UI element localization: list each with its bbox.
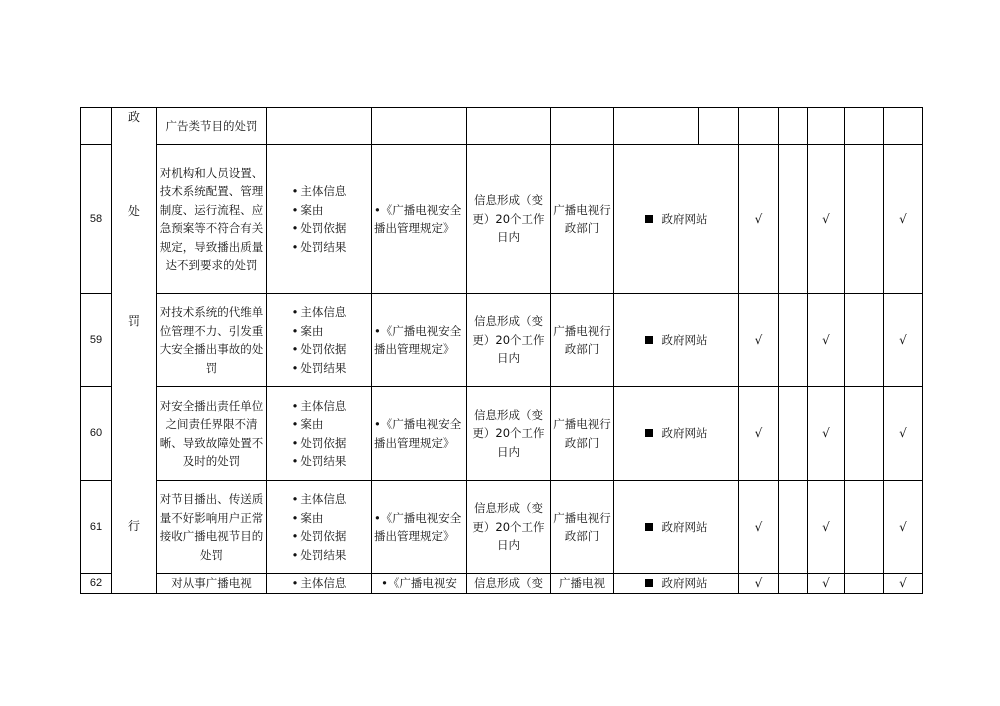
check-mark: √: [739, 145, 779, 294]
content-cell: [267, 574, 372, 594]
check-mark: [845, 145, 884, 294]
publish-channel-cell: [614, 480, 739, 573]
publish-channel-label: 政府网站: [661, 519, 708, 534]
time-cell: 信息形成（变: [467, 574, 551, 594]
item-cell: 对安全播出责任单位之间责任界限不清晰、导致故障处置不及时的处罚: [157, 387, 267, 480]
item-cell: 对机构和人员设置、技术系统配置、管理制度、运行流程、应急预案等不符合有关规定，导致播出质量达不到要求的处罚: [157, 145, 267, 294]
checkbox-filled-icon: [645, 523, 653, 531]
content-bullet: • 处罚依据: [292, 219, 347, 238]
check-mark: √: [739, 480, 779, 573]
category-char: 罚: [127, 314, 140, 328]
item-cell: 对技术系统的代维单位管理不力、引发重大安全播出事故的处罚: [157, 293, 267, 386]
content-bullet: • 案由: [292, 509, 347, 528]
row-number: 59: [81, 293, 112, 386]
check-mark: √: [739, 293, 779, 386]
check-mark: √: [884, 480, 923, 573]
content-bullet: • 处罚结果: [292, 238, 347, 257]
content-cell: [267, 145, 372, 294]
row-number: [81, 108, 112, 145]
row-number: 62: [81, 574, 112, 594]
content-bullet: • 主体信息: [292, 303, 347, 322]
dept-cell: 广播电视行政部门: [551, 480, 614, 573]
publish-channel-label: 政府网站: [661, 576, 708, 591]
publish-channel-label: 政府网站: [661, 211, 708, 226]
item-cell: 对从事广播电视: [157, 574, 267, 594]
table-row: [81, 293, 923, 386]
category-char: 政: [127, 110, 140, 124]
publish-channel-label: 政府网站: [661, 426, 708, 441]
checkbox-filled-icon: [645, 215, 653, 223]
check-mark: √: [884, 387, 923, 480]
basis-cell: [372, 480, 467, 573]
content-bullet: • 处罚结果: [292, 359, 347, 378]
dept-cell: 广播电视行政部门: [551, 387, 614, 480]
publish-channel-cell: [614, 145, 739, 294]
basis-text: •《广播电视安: [381, 576, 457, 591]
check-mark: √: [808, 293, 845, 386]
content-bullet: • 主体信息: [292, 490, 347, 509]
dept-cell: 广播电视行政部门: [551, 293, 614, 386]
check-mark: [779, 480, 808, 573]
category-char: 行: [127, 519, 140, 533]
content-cell: [267, 293, 372, 386]
content-cell: [267, 480, 372, 573]
publish-channel-label: 政府网站: [661, 332, 708, 347]
check-mark: [779, 145, 808, 294]
basis-text: •《广播电视安全播出管理规定》: [374, 510, 462, 544]
check-mark: [845, 480, 884, 573]
check-mark: [779, 387, 808, 480]
content-bullet: • 处罚依据: [292, 434, 347, 453]
basis-text: •《广播电视安全播出管理规定》: [374, 323, 462, 357]
check-mark: √: [884, 574, 923, 594]
time-cell: 信息形成（变更）20个工作日内: [467, 480, 551, 573]
content-bullet: • 处罚结果: [292, 546, 347, 565]
row-number: 58: [81, 145, 112, 294]
category-cell: [112, 108, 157, 594]
row-number: 61: [81, 480, 112, 573]
table-row: [81, 387, 923, 480]
check-mark: √: [808, 387, 845, 480]
basis-cell: [372, 293, 467, 386]
row-number: 60: [81, 387, 112, 480]
check-mark: [845, 574, 884, 594]
time-cell: 信息形成（变更）20个工作日内: [467, 145, 551, 294]
check-mark: √: [808, 480, 845, 573]
content-bullet: • 案由: [292, 415, 347, 434]
content-bullet: • 主体信息: [292, 182, 347, 201]
content-cell: [267, 387, 372, 480]
publish-channel-cell: [614, 293, 739, 386]
table-row: [81, 574, 923, 594]
content-bullet: • 主体信息: [292, 397, 347, 416]
table-row-continued: [81, 108, 923, 145]
category-char: 处: [127, 204, 140, 218]
check-mark: √: [808, 145, 845, 294]
check-mark: [779, 574, 808, 594]
basis-text: •《广播电视安全播出管理规定》: [374, 417, 462, 450]
check-mark: √: [884, 145, 923, 294]
checkbox-filled-icon: [645, 336, 653, 344]
publish-channel-cell: [614, 574, 739, 594]
table-row: [81, 145, 923, 294]
check-mark: [845, 293, 884, 386]
table-row: [81, 480, 923, 573]
check-mark: √: [739, 387, 779, 480]
item-cell: 广告类节目的处罚: [157, 108, 267, 145]
content-bullet: • 案由: [292, 201, 347, 220]
basis-cell: [372, 574, 467, 594]
basis-text: •《广播电视安全播出管理规定》: [374, 202, 462, 236]
basis-cell: [372, 387, 467, 480]
dept-cell: 广播电视: [551, 574, 614, 594]
time-cell: 信息形成（变更）20个工作日内: [467, 293, 551, 386]
check-mark: [779, 293, 808, 386]
content-bullet: • 处罚依据: [292, 527, 347, 546]
dept-cell: 广播电视行政部门: [551, 145, 614, 294]
checkbox-filled-icon: [645, 579, 653, 587]
check-mark: √: [884, 293, 923, 386]
time-cell: 信息形成（变更）20个工作日内: [467, 387, 551, 480]
content-bullet: • 处罚结果: [292, 452, 347, 471]
checkbox-filled-icon: [645, 429, 653, 437]
content-bullet: • 处罚依据: [292, 340, 347, 359]
check-mark: √: [739, 574, 779, 594]
check-mark: [845, 387, 884, 480]
publish-channel-cell: [614, 387, 739, 480]
content-bullet: • 主体信息: [292, 574, 347, 593]
content-bullet: • 案由: [292, 322, 347, 341]
basis-cell: [372, 145, 467, 294]
check-mark: √: [808, 574, 845, 594]
item-cell: 对节目播出、传送质量不好影响用户正常接收广播电视节目的处罚: [157, 480, 267, 573]
disclosure-table: [80, 107, 923, 594]
